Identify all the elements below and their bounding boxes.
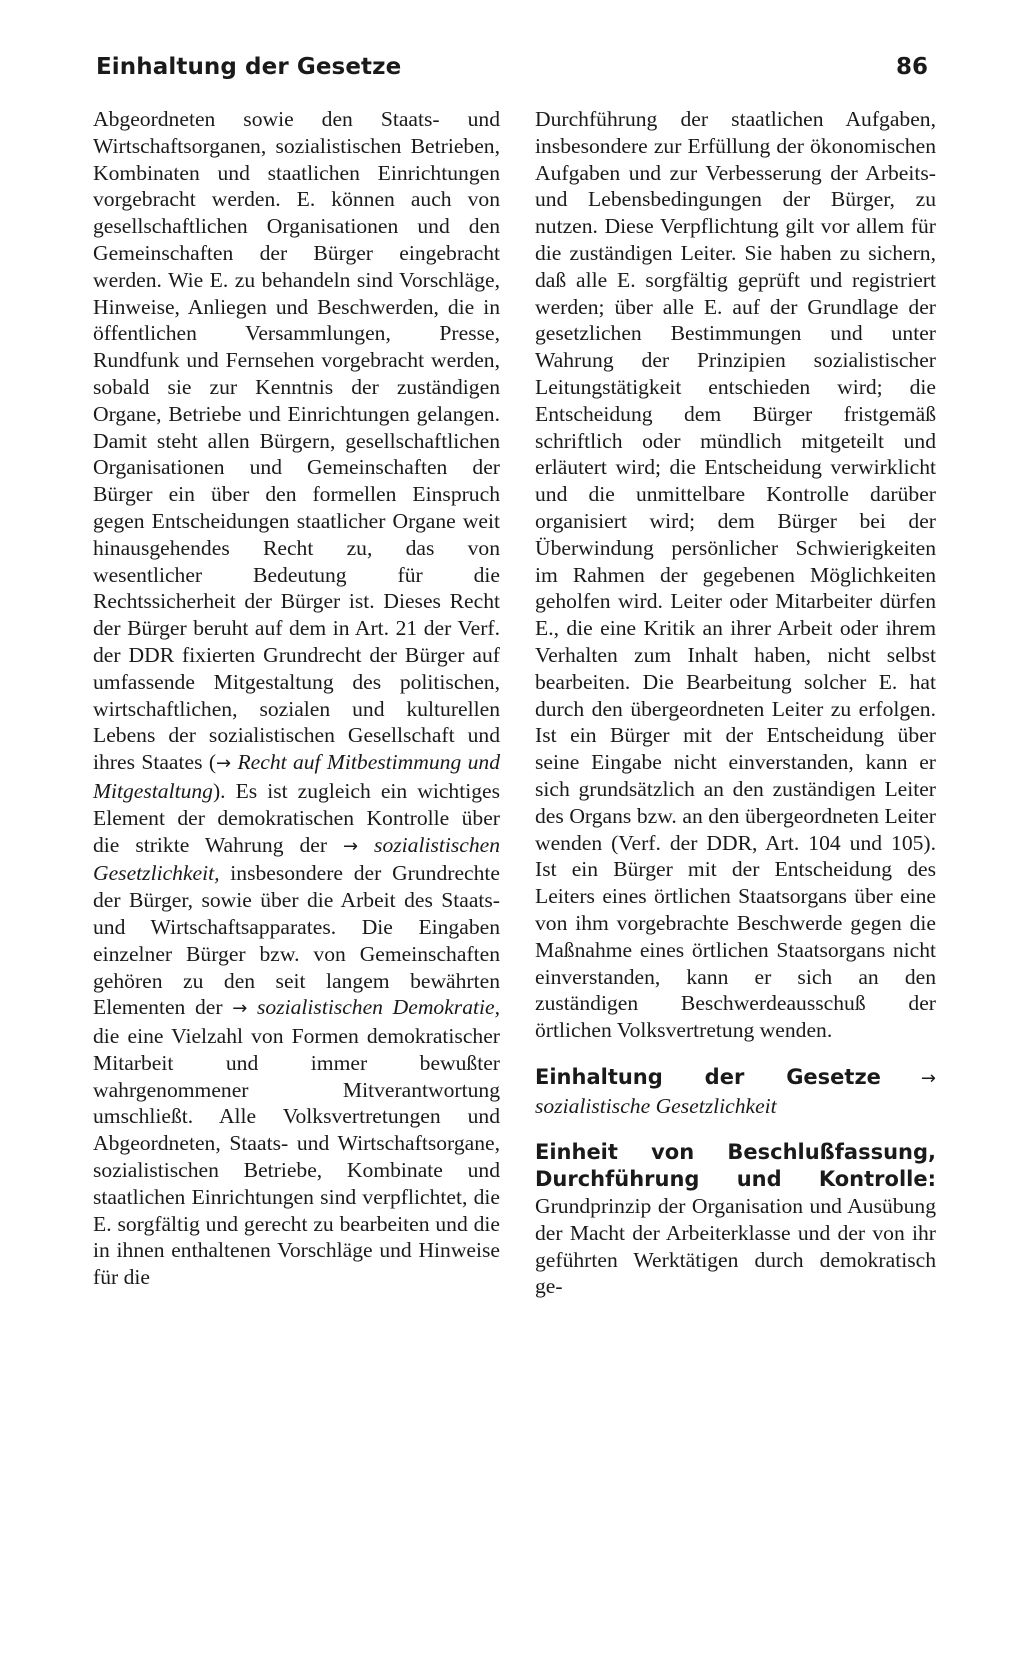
- page-number: 86: [895, 54, 928, 80]
- running-head: Einhaltung der Gesetze: [96, 54, 402, 80]
- dictionary-entry: [535, 1064, 936, 1120]
- body-text: insbesondere der Grundrechte der Bürger, sowie über die Arbeit des Staats- und Wirtschaftsapparates. Die Eingaben einzelner Bürger bzw. von Gemeinschaften gehören zu den seit langem bewährten Elementen der: [93, 861, 500, 1020]
- body-text: die eine Vielzahl von Formen demokratischer Mitarbeit und immer bewußter wahrgenommener Mitverantwortung umschließt. Alle Volksvertretungen und Abgeordneten, Staats- und Wirtschaftsorgane, sozialistischen Betriebe, Kombinate und staatlichen Einrichtungen sind verpflichtet, die E. sorgfältig und gerecht zu bearbeiten und die in ihnen enthaltenen Vorschläge und Hinweise für die: [93, 1024, 500, 1290]
- cross-reference-link[interactable]: Recht auf Mitbestimmung und Mitgestaltung: [93, 750, 500, 803]
- cross-reference-arrow-icon: →: [232, 998, 248, 1020]
- body-text: ). Es ist zugleich ein wichtiges Element der demokratischen Kontrolle über die strikte Wahrung der: [93, 778, 500, 857]
- cross-reference-link[interactable]: sozialistischen Demokratie,: [257, 995, 500, 1020]
- entry-spacer: [535, 1119, 936, 1139]
- entry-headword: Einheit von Beschlußfassung, Durchführung und Kontrolle:: [535, 1140, 936, 1192]
- cross-reference-arrow-icon: →: [342, 835, 359, 857]
- cross-reference-link[interactable]: sozialistischen Gesetzlichkeit,: [93, 832, 501, 886]
- dictionary-entry: [535, 1139, 936, 1300]
- cross-reference-link[interactable]: sozialistische Gesetzlichkeit: [535, 1093, 777, 1118]
- cross-reference-arrow-icon: →: [920, 1067, 936, 1089]
- body-text: Abgeordneten sowie den Staats- und Wirtschaftsorganen, sozialistischen Betrieben, Kombinaten und staatlichen Einrichtungen vorgebracht werden. E. können auch von gesellschaftlichen Organisationen und den Gemeinschaften der Bürger eingebracht werden. Wie E. zu behandeln sind Vorschläge, Hinweise, Anliegen und Beschwerden, die in öffentlichen Versammlungen, Presse, Rundfunk und Fernsehen vorgebracht werden, sobald sie zur Kenntnis der zuständigen Organe, Betriebe und Einrichtungen gelangen. Damit steht allen Bürgern, gesellschaftlichen Organisationen und Gemeinschaften der Bürger ein über den formellen Einspruch gegen Entscheidungen staatlicher Organe weit hinausgehendes Recht zu, das von wesentlicher Bedeutung für die Rechtssicherheit der Bürger ist. Dieses Recht der Bürger beruht auf dem in Art. 21 der Verf. der DDR fixierten Grundrecht der Bürger auf umfassende Mitgestaltung des politischen, wirtschaftlichen, sozialen und kulturellen Lebens der sozialistischen Gesellschaft und ihres Staates (: [93, 107, 500, 775]
- entry-continuation-paragraph: [93, 106, 500, 1291]
- entry-continuation-paragraph: Durchführung der staatlichen Aufgaben, insbesondere zur Erfüllung der ökonomischen Aufgaben und zur Verbesserung der Arbeits- und Lebensbedingungen der Bürger, zu nutzen. Diese Verpflichtung gilt vor allem für die zuständigen Leiter. Sie haben zu sichern, daß alle E. sorgfältig geprüft und registriert werden; über alle E. auf der Grundlage der gesetzlichen Bestimmungen und unter Wahrung der Prinzipien sozialistischer Leitungstätigkeit entschieden wird; die Entscheidung dem Bürger fristgemäß schriftlich oder mündlich mitgeteilt und erläutert wird; die Entscheidung verwirklicht und die unmittelbare Kontrolle darüber organisiert wird; dem Bürger bei der Überwindung persönlicher Schwierigkeiten im Rahmen der gegebenen Möglichkeiten geholfen wird. Leiter oder Mitarbeiter dürfen E., die eine Kritik an ihrer Arbeit oder ihrem Verhalten zum Inhalt haben, nicht selbst bearbeiten. Die Bearbeitung solcher E. hat durch den übergeordneten Leiter zu erfolgen. Ist ein Bürger mit der Entscheidung über seine Eingabe nicht einverstanden, kann er sich grundsätzlich an den zuständigen Leiter des Organs bzw. an den übergeordneten Leiter wenden (Verf. der DDR, Art. 104 und 105). Ist ein Bürger mit der Entscheidung des Leiters eines örtlichen Staatsorgans über eine von ihm vorgebrachte Beschwerde gegen die Maßnahme eines örtlichen Staatsorgans nicht einverstanden, kann er sich an den zuständigen Beschwerdeausschuß der örtlichen Volksvertretung wenden.: [535, 107, 936, 1043]
- cross-reference-arrow-icon: →: [216, 753, 232, 775]
- entry-spacer: [535, 1044, 936, 1064]
- left-column: [93, 106, 500, 1291]
- entry-headword: Einhaltung der Gesetze: [535, 1064, 881, 1089]
- entry-definition: Grundprinzip der Organisation und Ausübung der Macht der Arbeiterklasse und der von ihr geführten Werktätigen durch demokratisch ge-: [535, 1194, 936, 1299]
- right-column: [535, 106, 936, 1300]
